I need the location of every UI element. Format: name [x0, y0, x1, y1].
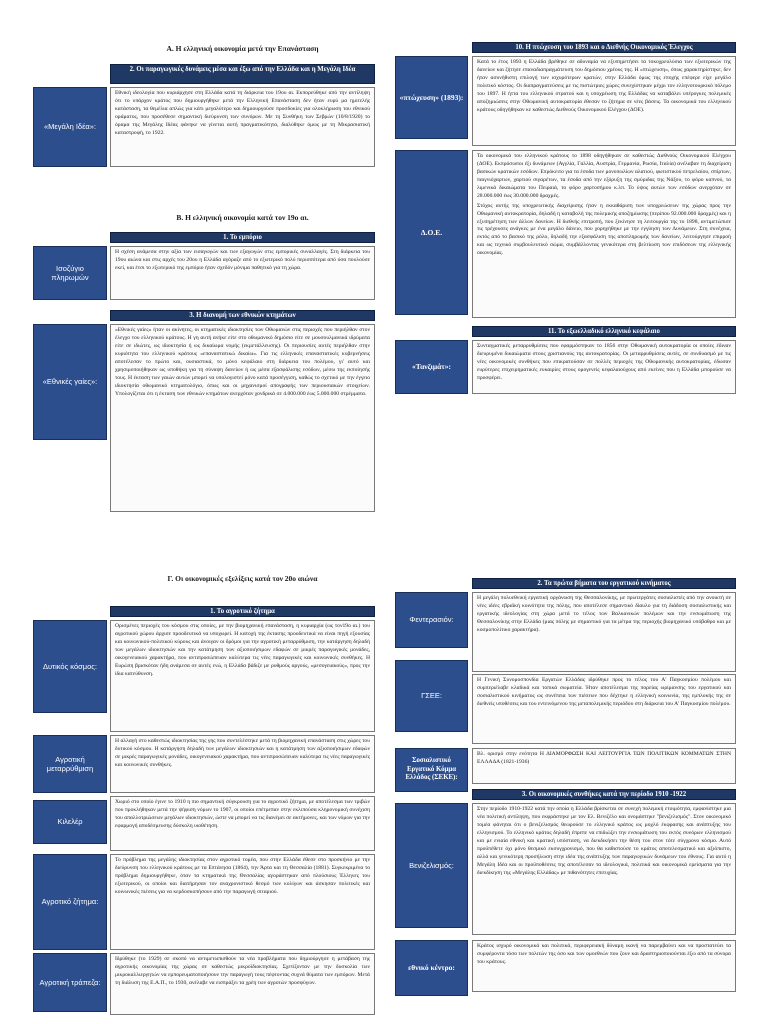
agrotiki-trapeza-label: Αγροτική τράπεζα: — [33, 953, 107, 1012]
isozygio-text: Η σχέση ανάμεσα στην αξία των εισαγωγών και των εξαγωγών στις εμπορικές συναλλαγές. Στη διάρκεια του 19ου αιώνα και στις αρχές του 20ου η Ελλάδα αγόραζε από το εξωτερικό πολύ περισσότερα από όσα πουλούσε εκεί, και έτσι το εξωτερικό της εμπόριο ήταν σχεδόν μόνιμα παθητικό για τη χώρα. — [110, 246, 375, 300]
ethnikes-gaies-text: «Εθνικές γαίες» ήταν οι ακίνητες, οι κτηματικές ιδιοκτησίες των Οθωμανών στις περιοχές που περιήλθαν στον έλεγχο του ελληνικού κράτους. Η γη αυτή ανήκε είτε στο οθωμανικό δημόσιο είτε σε μουσουλμανικά ιδρύματα είτε σε ιδιώτες, ως ιδιοκτησία ή ως δικαίωμα νομής (εκμετάλλευσης). Οι περιουσίες αυτές περιήλθαν στην κυριότητα του ελληνικού κράτους «επαναστατικώ δικαίω». Για τις ελληνικές επαναστατικές κυβερνήσεις αποτέλεσαν το πρώτο και, ουσιαστικά, το μόνο κεφάλαιο στη διάρκεια του πολέμου, γι' αυτό και χρησιμοποιήθηκαν ως υποθήκη για τη σύναψη δανείων ή ως μέσα εξασφάλισης εσόδων, μέσω της εκποίησής τους. Η έκταση των γαιών αυτών μπορεί να υπολογιστεί μόνο κατά προσέγγιση, καθώς το σχετικό με την έγγειο ιδιοκτησία οθωμανικό κτηματολόγιο, όπως και οι μηχανισμοί απογραφής των περιουσιακών στοιχείων. Υπολογίζεται ότι η έκταση των εθνικών κτημάτων ανερχόταν χονδρικά σε 4.000.000 έως 5.000.000 στρέμματα. — [110, 324, 375, 512]
section-a-heading: Α. Η ελληνική οικονομία μετά την Επανάσταση — [166, 44, 319, 53]
agrotiko-section-title: 1. Το αγροτικό ζήτημα — [110, 606, 375, 617]
megali-idea-label: «Μεγάλη Ιδέα»: — [33, 87, 107, 167]
agrotiko-zitima-text: Το πρόβλημα της μεγάλης ιδιοκτησίας στον αγροτικό τομέα, που στην Ελλάδα έθεσε στο προσκήνιο με την διεύρυνση του ελληνικού κράτους με τα Επτάνησα (1864), την Άρτα και τη Θεσσαλία (1881). Συγκεκριμένα το πρόβλημα δημιουργήθηκε, όταν τα κτηματικά της Θεσσαλίας αγοράστηκαν από πλούσιους Έλληνες του εξωτερικού, οι οποίοι και διατήρησαν τον αναχρονιστικό θεσμό των κολίγων και άσκησαν πολιτικές και κοινωνικές πιέσεις για να κερδοσκοπήσουν από την παραγωγή σιταριού. — [110, 854, 375, 950]
doe-text — [472, 150, 736, 318]
section-c-heading: Γ. Οι οικονομικές εξελίξεις κατά τον 20ο αιώνα — [167, 574, 318, 583]
seke-text: Βλ. ορισμό στην ενότητα Η ΔΙΑΜΟΡΦΩΣΗ ΚΑΙ ΛΕΙΤΟΥΡΓΙΑ ΤΩΝ ΠΟΛΙΤΙΚΩΝ ΚΟΜΜΑΤΩΝ ΣΤΗΝ ΕΛΛΑΔΑ (1821-1936) — [472, 748, 736, 784]
section-10-title: 10. Η πτώχευση του 1893 και ο Διεθνής Οικονομικός Έλεγχος — [472, 42, 736, 53]
ergatiko-section-title: 2. Τα πρώτα βήματα του εργατικού κινήματος — [472, 578, 736, 589]
tanzimat-label: «Τανζιμάτ»: — [395, 340, 468, 394]
kilelar-label: Κιλελέρ — [33, 800, 107, 844]
doe-label: Δ.Ο.Ε. — [395, 150, 468, 315]
tanzimat-text: Συνταγματικές μεταρρυθμίσεις που εφαρμόστηκαν το 1856 στην Οθωμανική αυτοκρατορία οι οποίες έδιναν διευρυμένα δικαιώματα στους χριστιανούς της αυτοκρατορίας. Οι μεταρρυθμίσεις αυτές, σε συνδυασμό με τις νέες οικονομικές συνθήκες που επικρατούσαν σε πολλές περιοχές της Οθωμανικής αυτοκρατορίας, έδωσαν ευρύτερες επιχειρηματικές ευκαιρίες στους ομογενείς κεφαλαιούχους από εκείνες που η Ελλάδα μπορούσε να προσφέρει. — [472, 340, 736, 394]
ptoxeusi-label: «πτώχευση» (1893): — [395, 56, 468, 139]
ethniko-kentro-label: εθνικό κέντρο: — [395, 940, 468, 996]
section-1-title: 1. Το εμπόριο — [110, 232, 375, 243]
dytikos-kosmos-text: Ορισμένες περιοχές του κόσμου στις οποίες, με την βιομηχανική επανάσταση, η κυριαρχία (ως τον19ο αι.) του αγροτικού χώρου άρχισε προοδευτικά να υποχωρεί. Η κατοχή της έκτασης προοδευτικά να είναι πηγή εξουσίας και κοινωνικού-πολιτικού κύρους και άνοιγαν οι δρόμοι για την αγροτική μεταρρύθμιση, την κατάργηση δηλαδή των μεγάλων ιδιοκτησιών και την κατάτμηση των αξιοποιήσιμων εδαφών σε μικρές παραγωγικές μονάδες, οικογενειακού χαρακτήρα, που αντιπροσώπευαν καλύτερα τις νέες παραγωγικές και κοινωνικές συνθήκες. Η Ευρώπη βρισκόταν ήδη ανάμεσα σε αυτές ενώ, η Ελλάδα βάδιζε με ρυθμούς αργούς, «μεσογειακούς», προς την ίδια κατεύθυνση. — [110, 620, 375, 732]
gsee-text: Η Γενική Συνομοσπονδία Εργατών Ελλάδας ιδρύθηκε προς το τέλος του Α' Παγκοσμίου πολέμου και συμπεριέλαβε κλαδικά και τοπικά σωματεία. Ήταν αποτέλεσμα της πορείας ωρίμανσης του εργατικού και σοσιαλιστικού κινήματος ως συνέπεια των πιέσεων που δέχτηκε η ελληνική κοινωνία, της εμπλοκής της σε διεθνείς υποθέσεις και του εντεινόμενου της μεταπολεμικής περιόδου στη διάρκεια του Α' Παγκοσμίου πολέμου. — [472, 674, 736, 744]
ethniko-kentro-text: Κράτος ισχυρό οικονομικά και πολιτικά, περιφερειακή δύναμη ικανή να παρεμβαίνει και να προστατεύει τα συμφέροντα τόσο των πολιτών της όσο και των ομοεθνών που ζουν και δραστηριοποιούνται έξω από τα σύνορα του κράτους. — [472, 940, 736, 992]
seke-label: Σοσιαλιστικό Εργατικό Κόμμα Ελλάδος (ΣΕΚΕ): — [395, 748, 468, 792]
federasion-text: Η μεγάλη πολυεθνική εργατική οργάνωση της Θεσσαλονίκης, με πρωτεργάτες σοσιαλιστές από την ανοικτή σε νέες ιδέες εβραϊκή κοινότητα της πόλης, που αποτέλεσε σημαντικό δίαυλο για τη διάδοση σοσιαλιστικής και εργατικής ιδεολογίας στη χώρα μετά το τέλος των Βαλκανικών πολέμων και την ενσωμάτωση της Θεσσαλονίκης στην Ελλάδα (μιας πόλης με σημαντικό για τα μέτρα της περιοχής βιομηχανικό υπόβαθρο και με κοσμοπολίτικο χαρακτήρα). — [472, 592, 736, 672]
section-2-title: 2. Οι παραγωγικές δυνάμεις μέσα και έξω από την Ελλάδα και η Μεγάλη Ιδέα — [110, 64, 375, 84]
ptoxeusi-text: Κατά το έτος 1893 η Ελλάδα βρέθηκε σε αδυναμία να εξυπηρετήσει τα τοκοχρεολύσια των εξωτερικών της δανείων και ζήτησε επαναδιαπραγμάτευση του δημόσιου χρέους της. Η «πτώχευση», όπως χαρακτηρίστηκε, δεν ήταν ασυνήθιστη επιλογή των ισχυρότερων κρατών, στην Ελλάδα όμως της εποχής επέφερε είχε μεγάλο πολιτικό κόστος. Οι διαπραγματεύσεις με τις πιστώτριες χώρες συνεχίστηκαν μέχρι τον ελληνοτουρκικό πόλεμο του 1897. Η ήττα του ελληνικού στρατού και η υποχρέωση της Ελλάδας να καταβάλει υπέρογκες πολεμικές αποζημιώσεις στην Οθωμανική αυτοκρατορία έθεσαν το ζήτημα σε νέες βάσεις. Τα οικονομικά του ελληνικού κράτους οδηγήθηκαν κε καθεστώς Διεθνούς Οικονομικού Ελέγχου (ΔΟΕ). — [472, 56, 736, 146]
doe-paragraph-2: Στόχος αυτής της υποχρεωτικής διαχείρισης ήταν η εκκαθάριση των υποχρεώσεων της χώρας προς την Οθωμανική αυτοκρατορία, δηλαδή η καταβολή της πολεμικής αποζημίωσης (περίπου 92.000.000 δραχμές) και η εξυπηρέτηση των άλλων δανείων. Η διεθνής επιτροπή, που ξεκίνησε τη λειτουργία της το 1898, αντιμετώπισε τις τρέχουσες ανάγκες με ένα μεγάλο δάνειο, που χορηγήθηκε με την εγγύηση των Δυνάμεων. Στη συνέχεια, εκτός από το βασικό της ρόλο, δηλαδή την εξασφάλιση της αποπληρωμής των δανείων, λειτούργησε επιρροή και ως τεχνικό συμβουλευτικό σώμα, συμβάλλοντας γενικότερα στη βελτίωση των επιδόσεων της ελληνικής οικονομίας. — [477, 202, 731, 257]
agrotiki-metarrythmisi-text: Η αλλαγή στο καθεστώς ιδιοκτησίας της γης που συντελέστηκε μετά τη βιομηχανική επανάσταση στις χώρες του δυτικού κόσμου. Η κατάργηση δηλαδή των μεγάλων ιδιοκτησιών και η κατάτμηση των αξιοποιήσιμων εδαφών σε μικρές παραγωγικές μονάδες, οικογενειακού χαρακτήρα, που αντιπροσώπευαν καλύτερα τις νέες παραγωγικές και κοινωνικές συνθήκες. — [110, 735, 375, 793]
venizelismos-text: Στην περίοδο 1910-1922 κατά την οποία η Ελλάδα βρίσκεται σε συνεχή πολεμική ετοιμότητα, εμφανίστηκε μια νέα πολιτική αντίληψη, που εκφράστηκε με τον Ελ. Βενιζέλο και ονομάστηκε "βενιζελισμός". Στον οικονομικό τομέα φάνηται ότι ο βενιζελισμός θεωρούσε το ελληνικό κράτος ως μοχλό έκφρασης και ανάπτυξης του ελληνισμού. Το ελληνικό κράτος δηλαδή έπρεπε να επιδιώξει την ενσωμάτωση του εκτός συνόρων ελληνισμού και με ενιαία εθνική και κρατική υπόσταση, να διεκδικήσει την θέση του στον τότε σύγχρονο κόσμο. Αυτό προϋπέθετε όχι μόνο θεσμικό εκσυγχρονισμό, που θα καθιστούσε το κράτος αποτελεσματικό και αξιόπιστο, αλλά και γενικότερη προσήλωση στην ιδέα της ανάπτυξης των παραγωγικών δυνάμεων του έθνους. Για αυτό η Μεγάλη Ιδέα και οι προϋποθέσεις της αποτέλεσαν τα ιδεολογικά, πολιτικά και οικονομικά ερείσματα για την διεκδίκηση της «Μεγάλης Ελλάδας» με πιθανότητες επιτυχίας. — [472, 803, 736, 935]
agrotiki-trapeza-text: Ιδρύθηκε (το 1929) σε σκοπό να αντιμετωπισθούν τα νέα προβλήματα που δημιούργησε η μετάβαση της αγροτικής οικονομίας της χώρας σε καθεστώς μικροϊδιοκτησίας. Σχετίζονταν με την δυσκολία των μικροκαλλιεργητών να εμπορευματοποιήσουν την παραγωγή τους πέφτοντας συχνά θύματα των εμπόρων. Μετά τη διάλυση της Ε.Α.Π., το 1930, ανέλαβε να εισπράξει τα χρέη των αγροτών προσφύγων. — [110, 953, 375, 1015]
gsee-label: ΓΣΕΕ: — [395, 660, 468, 732]
section-3-title: 3. Η διανομή των εθνικών κτημάτων — [110, 310, 375, 321]
venizelismos-label: Βενιζελισμός: — [395, 803, 468, 928]
megali-idea-text: Εθνική ιδεολογία που κυριάρχησε στη Ελλάδα κατά τη διάρκεια του 19ου αι. Εκπορεύθηκε από την αντίληψη ότι το υπάρχον κράτος που δημιουργήθηκε μετά την Ελληνική Επανάσταση δεν ήταν ευρύ μα ημιτελής κατάσταση, τα θεμέλια απλώς για κάτι μεγαλύτερο και δημιουργούσε προσδοκίες για ολοκλήρωση του εθνικού οράματος, που προσέθεσε σημαντική διεύρυνση των συνόρων. Με τη Συνθήκη των Σεβρών (10/8/1920) το όραμα της Μεγάλης Ιδέας φάνηκε να γίνεται αυτή πραγματικότητα, διαλύθηκε όμως με τη Μικρασιατική καταστροφή, το 1922. — [110, 87, 375, 167]
section-b-heading: Β. Η ελληνική οικονομία κατά τον 19ο αι. — [176, 213, 309, 222]
ethnikes-gaies-label: «Εθνικές γαίες»: — [33, 324, 107, 440]
agrotiko-zitima-label: Αγροτικό ζήτημα: — [33, 854, 107, 950]
agrotiki-metarrythmisi-label: Αγροτική μεταρρύθμιση — [33, 735, 107, 793]
section-11-title: 11. Το εξωελλαδικό ελληνικό κεφάλαιο — [472, 326, 736, 337]
dytikos-kosmos-label: Δυτικός κόσμος: — [33, 620, 107, 713]
kilelar-text: Χωριό στο οποίο έγινε το 1910 η πιο σημαντική σύγκρουση για το αγροτικό ζήτημα, με αποτέλεσμα των τριβών που προκλήθηκαν μετά την ψήφιση νόμων το 1907, οι οποίοι επέτρεπαν στην εκλιπούσα κληρονομική συνέχιση του απαλλοτριώσεων μεγάλων ιδιοκτησιών, ώστε να μπορεί να τις διανέμει σε ακτήμονες, και των νόμων για την εφαρμογή αποδέσμευσης δύσκολη υιοθέτηση. — [110, 796, 375, 851]
federasion-label: Φεντερασιόν: — [395, 592, 468, 648]
isozygio-label: Ισοζύγιο πληρωμών — [33, 246, 107, 300]
synthikes-section-title: 3. Οι οικονομικές συνθήκες κατά την περίοδο 1910 -1922 — [472, 789, 736, 800]
doe-paragraph-1: Τα οικονομικά του ελληνικού κράτους το 1898 οδηγήθηκαν σε καθεστώς Διεθνούς Οικονομικού Ελέγχου (ΔΟΕ). Εκπρόσωποι έξι δυνάμεων (Αγγλία, Γαλλία, Αυστρία, Γερμανία, Ρωσία, Ιταλία) ανέλαβαν τη διαχείριση βασικών κρατικών εσόδων. Επρόκειτο για τα έσοδα των μονοπωλίων αλατιού, φωτιστικού πετρελαίου, σπίρτων, παιγνιόχαρτων, χαρτιού σιγαρέτων, τα έσοδα από την εξόρυξη της σμύριδας της Νάξου, το φόρο καπνού, τα λιμενικά δικαιώματα του Πειραιά, το φόρο χαρτοσήμου κ.λπ. Το ύψος αυτών των εσόδων ανερχόταν σε 28.000.000 έως 30.000.000 δραχμές. — [477, 153, 731, 199]
